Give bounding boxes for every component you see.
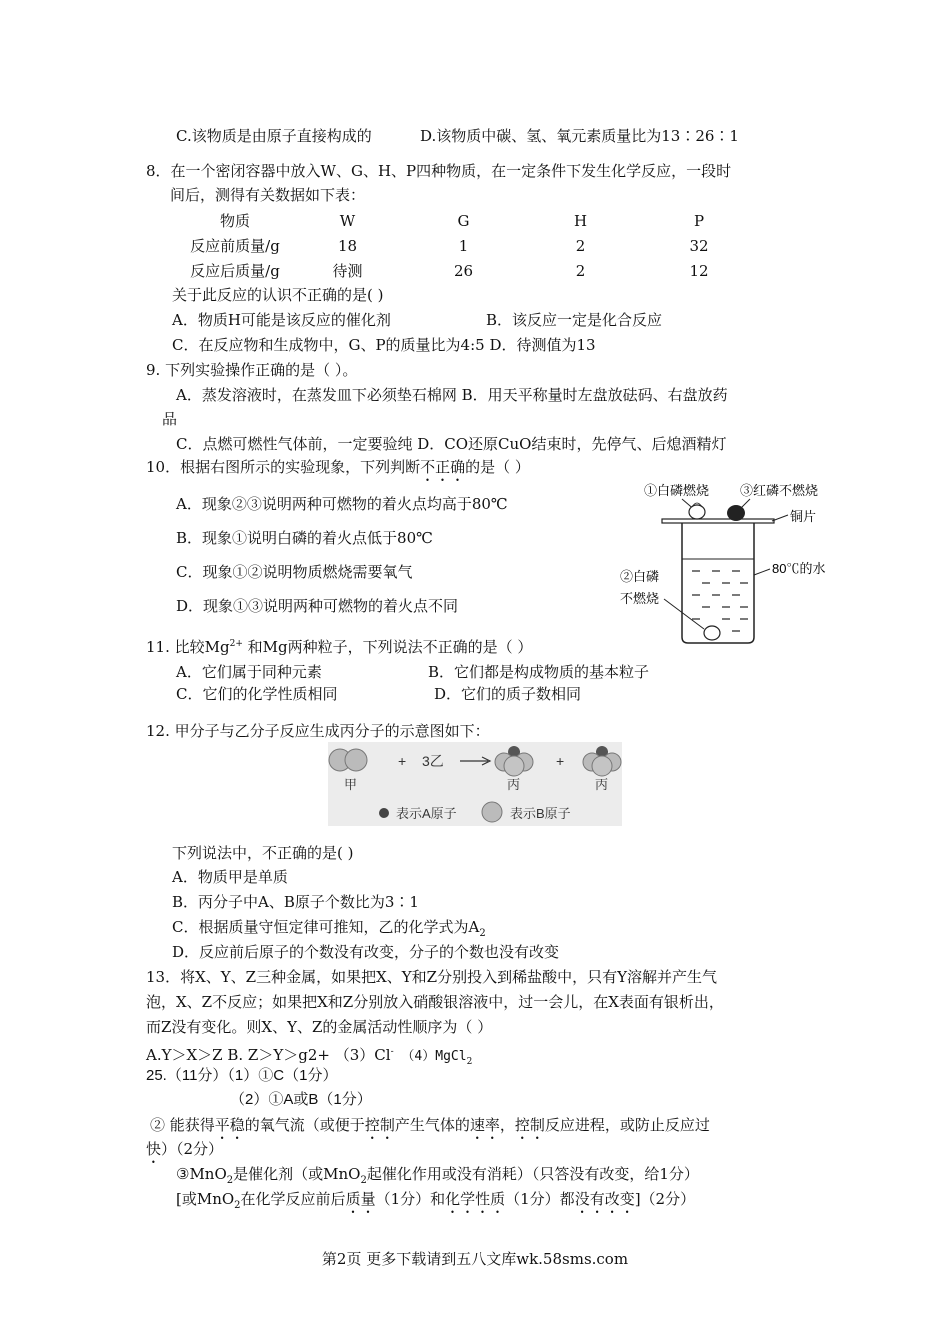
q12-option-b: B．丙分子中A、B原子个数比为3∶1	[172, 893, 419, 911]
label-jia: 甲	[344, 777, 358, 792]
q25-l3a: ② 能获得	[150, 1116, 215, 1134]
q25-line2: （2）①A或B（1分）	[230, 1091, 372, 1108]
q12-stem: 12. 甲分子与乙分子反应生成丙分子的示意图如下：	[146, 722, 490, 740]
q10-experiment-figure	[612, 475, 832, 655]
q25-l5-sub1: 2	[226, 1175, 234, 1186]
q25-l6a: [或MnO	[176, 1190, 235, 1208]
figure-background	[328, 742, 622, 826]
label-bing-2: 丙	[595, 777, 609, 792]
q13-line4-sup: -	[390, 1047, 394, 1057]
submerged-white-phosphorus-icon	[704, 626, 720, 640]
q7-option-d: D.该物质中碳、氢、氧元素质量比为13∶26∶1	[420, 127, 739, 145]
q25-l3-emph2: 控制	[364, 1116, 395, 1134]
q25-l6d: （1分）都	[505, 1190, 575, 1208]
q11-option-b: B．它们都是构成物质的基本粒子	[428, 663, 650, 681]
table-row	[180, 233, 759, 258]
q10-option-b: B．现象①说明白磷的着火点低于80℃	[176, 529, 433, 547]
q25-line3	[150, 1115, 710, 1143]
q10-option-d: D．现象①③说明两种可燃物的着火点不同	[176, 597, 459, 615]
table-cell: 反应前质量/g	[190, 237, 280, 255]
q9-options-cd: C．点燃可燃性气体前，一定要验纯 D．CO还原CuO结束时，先停气、后熄酒精灯	[176, 435, 727, 453]
q12-option-a: A．物质甲是单质	[172, 868, 288, 886]
q25-l5a: ③MnO	[176, 1165, 227, 1183]
label-white-phosphorus-line1: ②白磷	[620, 569, 660, 584]
q25-line1: 25.（11分）（1）①C（1分）	[146, 1067, 338, 1084]
table-cell: 反应后质量/g	[190, 262, 280, 280]
q25-l4b: ）（2分）	[161, 1140, 224, 1158]
q25-l6-sub: 2	[234, 1200, 241, 1211]
q11-stem-post: 和Mg两种粒子，下列说法不正确的是（ ）	[242, 638, 533, 656]
q12-option-d: D．反应前后原子的个数没有改变，分子的个数也没有改变	[172, 943, 560, 961]
q25-l3-emph3: 速率	[469, 1116, 500, 1134]
table-header-row	[180, 208, 759, 233]
q10-stem	[146, 457, 530, 485]
q11-stem-sup: 2+	[229, 639, 243, 649]
q25-l3b: 的氧气流（或便于	[244, 1116, 365, 1134]
legend-a-label: 表示A原子	[396, 806, 457, 821]
q13-line4-b: （4）MgCl	[393, 1049, 467, 1064]
label-white-phosphorus-line2: 不燃烧	[620, 591, 660, 606]
q25-l3-emph4: 控制	[514, 1116, 545, 1134]
page-footer: 第2页 更多下载请到五八文库wk.58sms.com	[321, 1250, 629, 1268]
q25-l5c: 起催化作用或没有消耗）（只答没有改变，给1分）	[366, 1165, 699, 1183]
q9-options-ab: A．蒸发溶液时，在蒸发皿下必须垫石棉网 B．用天平称量时左盘放砝码、右盘放药	[176, 386, 728, 404]
q13-line3: 而Z没有变化。则X、Y、Z的金属活动性顺序为（ ）	[146, 1018, 493, 1036]
q8-data-table	[180, 208, 759, 283]
q10-stem-emph: 不正确	[420, 458, 466, 476]
q25-l5-sub2: 2	[360, 1175, 367, 1186]
q13-line1: 13．将X、Y、Z三种金属，如果把X、Y和Z分别投入到稀盐酸中，只有Y溶解并产生气	[146, 968, 717, 986]
table-header-cell: W	[339, 211, 356, 230]
q12-option-c-text: C．根据质量守恒定律可推知，乙的化学式为A	[172, 918, 480, 936]
table-header-cell: 物质	[219, 212, 250, 230]
q10-option-c: C．现象①②说明物质燃烧需要氧气	[176, 563, 413, 581]
table-cell: 1	[458, 236, 469, 255]
q25-l3d: ，	[499, 1116, 515, 1134]
label-3yi: 3乙	[422, 753, 444, 769]
q13-line2: 泡，X、Z不反应；如果把X和Z分别放入硝酸银溶液中，过一会儿，在X表面有银析出，	[146, 993, 724, 1011]
q11-option-c: C．它们的化学性质相同	[176, 685, 338, 703]
white-phosphorus-icon	[689, 505, 705, 519]
q25-l3e: 反应进程，或防止反应过	[544, 1116, 710, 1134]
table-cell: 18	[337, 236, 358, 255]
q25-l4-emph: 快	[146, 1140, 162, 1158]
table-cell: 26	[453, 261, 474, 280]
q9-stem: 9. 下列实验操作正确的是（ ）。	[146, 361, 358, 379]
q12-molecule-figure	[328, 742, 622, 826]
label-bing-1: 丙	[507, 777, 521, 792]
q9-options-ab-wrap: 品	[162, 410, 178, 428]
table-cell: 2	[575, 261, 586, 280]
q8-ask: 关于此反应的认识不正确的是( )	[172, 286, 384, 304]
table-cell: 12	[689, 261, 709, 280]
water-dashes	[692, 571, 748, 631]
q25-line5	[176, 1164, 699, 1191]
q10-option-a: A．现象②③说明两种可燃物的着火点均高于80℃	[176, 495, 508, 513]
q8-stem-line2: 间后，测得有关数据如下表：	[170, 186, 366, 204]
q25-l6-emph1: 质量	[345, 1190, 376, 1208]
red-phosphorus-icon	[727, 505, 745, 521]
q13-line4-sub: 2	[466, 1057, 473, 1067]
table-cell: 2	[575, 236, 586, 255]
q25-l6-emph2: 化学性质	[445, 1190, 506, 1208]
table-header-cell: H	[573, 211, 588, 230]
q11-stem	[146, 634, 532, 657]
label-white-phosphorus-burning: ①白磷燃烧	[644, 483, 710, 498]
q25-l3-emph1: 平稳	[214, 1116, 245, 1134]
q10-stem-post: 的是（ ）	[465, 458, 530, 476]
q11-option-a: A．它们属于同种元素	[176, 663, 322, 681]
q12-option-c	[172, 917, 486, 944]
q11-option-d: D．它们的质子数相同	[434, 685, 582, 703]
q25-l6c: （1分）和	[375, 1190, 446, 1208]
label-red-phosphorus-not-burning: ③红磷不燃烧	[740, 483, 819, 498]
q11-stem-pre: 11. 比较Mg	[146, 638, 230, 656]
label-80c-water: 80℃的水	[772, 561, 826, 576]
copper-plate	[662, 519, 774, 523]
plus-sign-1: +	[398, 753, 407, 769]
table-header-cell: P	[693, 211, 705, 230]
q25-line4	[146, 1139, 223, 1167]
legend-b-atom-icon	[482, 802, 502, 822]
label-copper: 铜片	[790, 509, 817, 524]
table-cell: 待测	[332, 262, 363, 280]
q8-stem-line1: 8．在一个密闭容器中放入W、G、H、P四种物质，在一定条件下发生化学反应，一段时	[146, 162, 732, 180]
q8-option-b: B．该反应一定是化合反应	[486, 311, 663, 329]
plus-sign-2: +	[556, 753, 565, 769]
q25-l6e: ]（2分）	[634, 1190, 696, 1208]
q7-option-c: C.该物质是由原子直接构成的	[176, 127, 372, 145]
q25-l6-emph3: 没有改变	[574, 1190, 635, 1208]
table-cell: 32	[689, 236, 709, 255]
legend-a-atom-icon	[379, 808, 389, 818]
q8-option-a: A．物质H可能是该反应的催化剂	[172, 311, 391, 329]
q8-options-cd: C．在反应物和生成物中，G、P的质量比为4:5 D．待测值为13	[172, 336, 596, 354]
q13-line4-a: A.Y＞X＞Z B. Z＞Y＞g2+ （3）Cl	[146, 1046, 391, 1064]
q25-line6	[176, 1189, 695, 1217]
table-header-cell: G	[457, 211, 470, 230]
legend-b-label: 表示B原子	[510, 806, 571, 821]
q25-l3c: 产生气体的	[394, 1116, 470, 1134]
q25-l6b: 在化学反应前后	[240, 1190, 346, 1208]
q25-l5b: 是催化剂（或MnO	[233, 1165, 361, 1183]
table-row	[180, 258, 759, 283]
q12-ask: 下列说法中，不正确的是( )	[172, 844, 354, 862]
q10-stem-pre: 10．根据右图所示的实验现象，下列判断	[146, 458, 421, 476]
q12-option-c-sub: 2	[479, 928, 486, 939]
molecule-jia-icon	[345, 749, 367, 771]
